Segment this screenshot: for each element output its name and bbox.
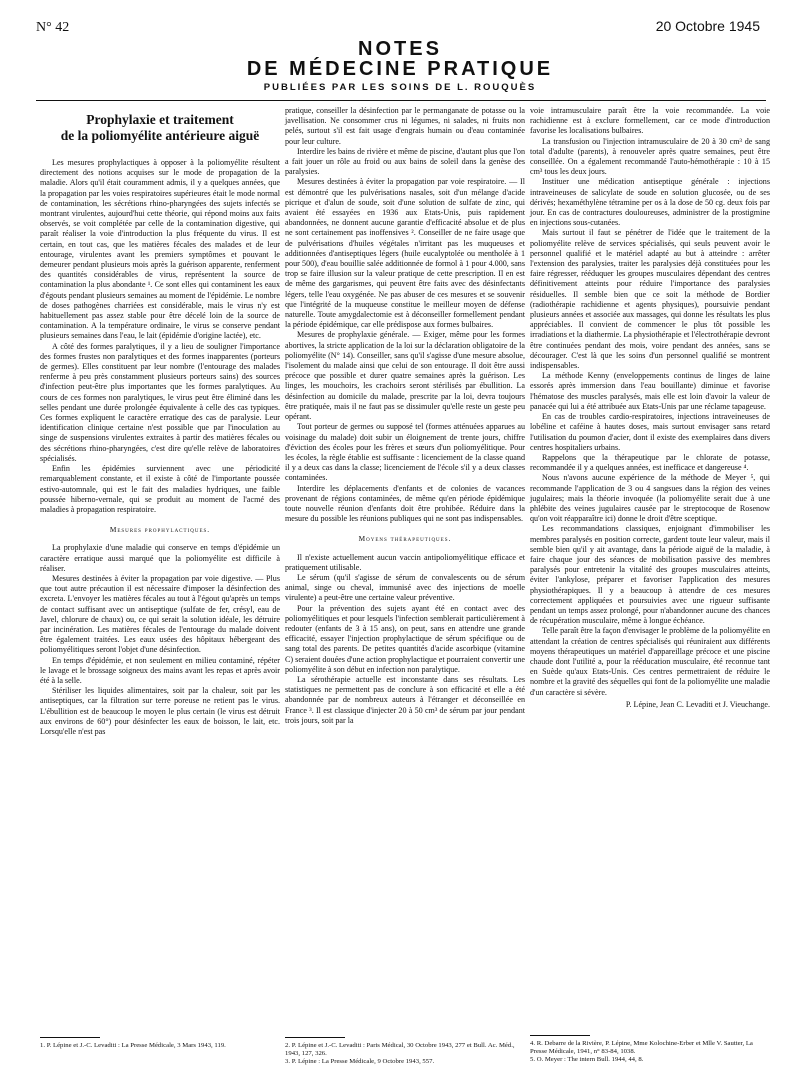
footnote: 2. P. Lépine et J.-C. Levaditi : Paris Médical, 30 Octobre 1943, 277 et Bull. Ac. Méd., 1943, 127, 326. (285, 1042, 515, 1057)
paragraph: La sérothérapie actuelle est inconstante dans ses résultats. Les statistiques ne permettent pas de conclure à son efficacité et elle a été abandonnée par de nombreux auteurs à l'étranger et déconseillée en France ³. Il est classique d'injecter 20 à 50 cm³ de sérum par jour pendant trois jours, soit par la (285, 674, 525, 725)
paragraph: Rappelons que la thérapeutique par le chlorate de potasse, recommandée il y a quelques années, est inefficace et dangereuse ⁴. (530, 452, 770, 473)
header-rule (36, 100, 766, 101)
paragraph: En temps d'épidémie, et non seulement en milieu contaminé, répéter le lavage et le brossage soigneux des mains avant les repas et après avoir été à la selle. (40, 655, 280, 685)
issue-date: 20 Octobre 1945 (655, 18, 760, 34)
author-signature: P. Lépine, Jean C. Levaditi et J. Vieuchange. (625, 699, 770, 709)
paragraph: La transfusion ou l'injection intramusculaire de 20 à 30 cm³ de sang total d'adulte (parents), à renouveler après quatre semaines, peut être conseillée. On a également recommandé l'auto-hémothérapie : 10 à 15 cm³ tous les deux jours. (530, 136, 770, 177)
paragraph: La méthode Kenny (enveloppements continus de linges de laine essorés après immersion dans l'eau bouillante) diminue et favorise l'hématose des muscles paralysés, mais elle est loin d'avoir la valeur de panacée qui lui a été attribuée aux Etats-Unis par une réclame tapageuse. (530, 371, 770, 411)
footnote-group (285, 1042, 520, 1066)
paragraph: Mesures destinées à éviter la propagation par voie digestive. — Plus que tout autre précaution il est nécessaire d'imposer la désinfection des excreta. L'envoyer les matières fécales au tout à l'égout qu'après un temps de contact suffisant avec un antiseptique (sulfate de fer, crésyl, eau de Javel, chlorure de chaux) ou, ce qui serait la solution idéale, les détruire par incinération. Les matières fécales de l'entourage du malade doivent être également traitées. Les eaux usées des hôpitaux hébergeant des poliomyélitiques seront l'objet d'une désinfection. (40, 573, 280, 655)
section-heading: Mesures prophylactiques. (109, 525, 211, 535)
paragraph: Nous n'avons aucune expérience de la méthode de Meyer ⁵, qui recommande l'application de 3 ou 4 sangsues dans la région des veines jugulaires; mais la théorie invoquée (la poliomyélite serait due à une phlébite des veines jugulaires causée par le streptocoque de Rosenow qu'on voit réapparaître ici) donne le droit d'être sceptique. (530, 473, 770, 524)
column-2 (285, 106, 525, 726)
footnote: 5. O. Meyer : The intern Bull. 1944, 44, 8. (530, 1056, 644, 1063)
paragraph: voie intramusculaire paraît être la voie recommandée. La voie rachidienne est à exclure formellement, car ce mode d'introduction favorise les localisations bulbaires. (530, 106, 770, 136)
journal-title-line2: DE MÉDECINE PRATIQUE (246, 58, 554, 80)
footnote: 4. R. Debarre de la Rivière, P. Lépine, Mme Kolochine-Erber et Mlle V. Sautter, La Presse Médicale, 1941, n° 83-84, 1038. (530, 1040, 753, 1055)
paragraph: Mais surtout il faut se pénétrer de l'idée que le traitement de la poliomyélite relève de services spécialisés, qui seuls peuvent avoir le personnel qualifié et le matériel adapté au but à atteindre : arrêter l'extension des paralysies, traiter les paralysies déjà constituées pour les faire régresser, rééduquer les groupes musculaires dépendant des centres définitivement atteints pour réduire l'importance des paralysies résiduelles. Il semble bien que ce soit la méthode de Bordier (radiothérapie rachidienne et agents physiques), poursuivie pendant plusieurs années et associée aux massages, qui donne les résultats les plus appréciables. Il convient de commencer le plus tôt possible les irradiations et la diathermie. La physiothérapie et l'électrothérapie devront être continuées pendant des mois, voire pendant des années, sans se décourager. C'est là que les soins d'un personnel qualifié se montrent indispensables. (530, 228, 770, 371)
footnote-rule (285, 1037, 345, 1038)
paragraph: En cas de troubles cardio-respiratoires, injections intraveineuses de lobéline et caféine à hautes doses, mais surtout envisager sans retard l'utilisation du poumon d'acier, dont il existe des exemplaires dans divers centres hospitaliers urbains. (530, 412, 770, 452)
journal-title-line1: NOTES (358, 38, 442, 60)
paragraph: Les mesures prophylactiques à opposer à la poliomyélite résultent directement des notions acquises sur le mode de propagation de la maladie. Alors qu'il était couramment admis, il y a quelques années, que la propagation par les voies respiratoires supérieures était le mode normal de contamination, les sécrétions rhino-pharyngées des sujets infectés se montrant virulentes, aujourd'hui cette théorie, qui répond moins aux faits observés, se voit complétée par celle de la contamination digestive, qui paraît réaliser la voie d'introduction la plus fréquente du virus. Il est certain, en tout cas, que les matières fécales des malades et de leur entourage, virulentes avant les premiers symptômes et pouvant le demeurer pendant plusieurs mois après la guérison apparente, renferment des quantités considérables de virus, représentent la source de contamination la plus abondante ¹. Ce sont elles qui contaminent les eaux d'égouts pendant plusieurs semaines au moment de l'épidémie. Le nombre de doses pathogènes charriées est considérable, mais le virus n'y est habituellement pas assez stable pour être décelé loin de la source de contamination. A la température ordinaire, le virus se conserve pendant plusieurs semaines dans l'eau, le lait (épidémie d'origine lactée), etc. (40, 158, 280, 341)
paragraph: Il n'existe actuellement aucun vaccin antipoliomyélitique efficace et pratiquement utilisable. (285, 552, 525, 572)
paragraph: Instituer une médication antiseptique générale : injections intraveineuses de salicylate de soude en solution glucosée, ou de ses dérivés; hexaméthylène tétramine per os à la dose de 50 cg. deux fois par jour. En cas de contractures douloureuses, administrer de la prostigmine en injections sous-cutanées. (530, 177, 770, 228)
paragraph: A côté des formes paralytiques, il y a lieu de souligner l'importance des formes frustes non paralytiques et des formes inapparentes (porteurs de germes). Elles constituent par leur nombre (l'entourage des malades renferme à peu près constamment plusieurs porteurs sains) des sources d'infection peut-être plus importantes que les formes paralytiques. Au cours de ces formes non paralytiques, le virus peut être éliminé dans les selles pendant une durée prolongée équivalente à celle des cas typiques. Ces formes expliquent le caractère erratique des cas de paralysie. Leur identification clinique certaine n'est possible que par l'inoculation au singe de suspensions virulentes extraites à partir des matières fécales ou des sécrétions rhino-pharyngées, c'est dire qu'elle relève de laboratoires spécialisés. (40, 341, 280, 463)
paragraph: Pour la prévention des sujets ayant été en contact avec des poliomyélitiques et pour lesquels l'infection semblerait particulièrement à redouter (enfants de 3 à 15 ans), on peut, sans en attendre une grande efficacité, essayer l'injection prophylactique de sérum spécifique ou de sang total des parents. De petites quantités d'acide ascorbique (vitamine C) seraient douées d'une action prophylactique et pourraient convertir une poliomyélite à son début en infection non paralytique. (285, 603, 525, 674)
paragraph: La prophylaxie d'une maladie qui conserve en temps d'épidémie un caractère erratique aussi marqué que la poliomyélite est difficile à réaliser. (40, 543, 280, 573)
section-heading: Moyens thérapeutiques. (358, 534, 452, 544)
footnote-rule (530, 1035, 590, 1036)
paragraph: Tout porteur de germes ou supposé tel (formes atténuées apparues au voisinage du malade) doit subir un éloignement de trente jours, chiffre d'éviction des écoles pour les frères et sœurs d'un poliomyélitique. Pour les écoles, la règle établie est suffisante : licenciement de la classe quand il y a deux cas dans la classe; licenciement de l'école s'il y a deux classes contaminées. (285, 422, 525, 483)
footnote-rule (40, 1037, 100, 1038)
footnote: 3. P. Lépine : La Presse Médicale, 9 Octobre 1943, 557. (285, 1058, 435, 1065)
column-3 (530, 106, 770, 710)
paragraph: Telle paraît être la façon d'envisager le problème de la poliomyélite en attendant la création de centres spécialisés qui réuniraient aux différents moyens thérapeutiques un matériel d'appareillage précoce et une piscine chaude dont l'utilité a, pour la rééducation musculaire, été reconnue tant en Suède qu'aux Etats-Unis. Ces centres permettraient de réduire le nombre et la gravité des séquelles qui font de la poliomyélite une maladie d'un caractère si sévère. (530, 626, 770, 697)
issue-number: N° 42 (36, 20, 70, 35)
footnote: 1. P. Lépine et J.-C. Levaditi : La Presse Médicale, 3 Mars 1943, 119. (40, 1042, 226, 1049)
paragraph: Mesures destinées à éviter la propagation par voie respiratoire. — Il est démontré que les pulvérisations nasales, soit d'un mélange d'acide picrique et d'alun de soude, soit d'une solution de sulfate de zinc, qui avaient été essayées en 1936 aux Etats-Unis, puis rapidement abandonnées, ne donnent aucune garantie d'efficacité absolue et de plus ne sont certainement pas inoffensives ². Conseiller de ne faire usage que de pulvérisations d'huiles végétales n'irritant pas les muqueuses et additionnées d'antiseptiques légers (huile eucalyptolée ou mentholée à 1 pour 500), d'eau bouillie salée additionnée de formol à 1 pour 4.000, sans trop se faire illusion sur la valeur pratique de cette prescription. Il en est de même des gargarismes, qui peuvent être faits avec des désinfectants légers, telle l'eau oxygénée. Ne pas abuser de ces mesures et se souvenir que l'intégrité de la muqueuse constitue le meilleur moyen de défense naturelle. Toute amygdalectomie est à déconseiller formellement pendant la période épidémique, car elle prédispose aux formes bulbaires. (285, 177, 525, 330)
paragraph: Interdire les déplacements d'enfants et de colonies de vacances provenant de régions contaminées, de même qu'en période épidémique toute nouvelle réunion d'enfants doit être prohibée. Réduire dans la mesure du possible les réunions publiques qui ne sont pas indispensables. (285, 483, 525, 524)
paragraph: Le sérum (qu'il s'agisse de sérum de convalescents ou de sérum animal, singe ou cheval, immunisé avec des injections de moelle virulente) a peut-être une certaine valeur préventive. (285, 572, 525, 603)
article-title-line1: Prophylaxie et traitement (86, 112, 234, 127)
paragraph: Les recommandations classiques, enjoignant d'immobiliser les membres paralysés en position correcte, gardent toute leur valeur, mais il semble bien qu'il y ait avantage, dans la période aiguë de la maladie, à faire chaque jour des séances de mobilisation passive des membres paralysés pour entretenir la vitalité des groupes musculaires atteints, éviter l'ankylose, préparer et favoriser l'application des mesures physiothérapiques. Il y a beaucoup à attendre de ces mesures correctement appliquées et poursuivies avec une rigueur suffisante pendant un temps assez prolongé, pour n'abandonner aucune des chances de récupération musculaire, même à longue échéance. (530, 524, 770, 626)
paragraph: Stériliser les liquides alimentaires, soit par la chaleur, soit par les antiseptiques, car la filtration sur terre poreuse ne retient pas le virus. L'ébullition est de beaucoup le moyen le plus certain (le virus est détruit aux environs de 60°) pour désinfecter les eaux de boisson, le lait, etc. Lorsqu'elle n'est pas (40, 686, 280, 736)
journal-editor-line: PUBLIÉES PAR LES SOINS DE L. ROUQUÈS (263, 82, 537, 93)
column-1 (40, 112, 280, 737)
paragraph: pratique, conseiller la désinfection par le permanganate de potasse ou la javellisation. Ne consommer crus ni légumes, ni salades, ni fruits non pelés, surtout s'il est fait usage d'engrais humain ou d'eau contaminée pour leur culture. (285, 106, 525, 146)
paragraph: Interdire les bains de rivière et même de piscine, d'autant plus que l'on a fait jouer un rôle au froid ou aux bains de soleil dans la genèse des paralysies. (285, 146, 525, 177)
paragraph: Mesures de prophylaxie générale. — Exiger, même pour les formes abortives, la stricte application de la loi sur la déclaration obligatoire de la poliomyélite (N° 14). Conseiller, sans qu'il s'agisse d'une mesure absolue, l'isolement du malade ainsi que celui de son entourage. Il doit être aussi précoce que possible et durer quatre semaines après la guérison. Les linges, les mouchoirs, les crachoirs seront stérilisés par ébullition. La désinfection au domicile du malade, prescrite par la loi, devra toujours être pratiquée, mais il ne faut pas se dissimuler qu'elle reste un geste peu opérant. (285, 330, 525, 422)
article-title (40, 112, 280, 144)
footnote-group (530, 1040, 765, 1064)
article-title-line2: de la poliomyélite antérieure aiguë (60, 128, 260, 143)
paragraph: Enfin les épidémies surviennent avec une périodicité remarquablement constante, et il existe à côté de l'importante poussée estivo-automnale, qui est le fait des maladies hydriques, une faible poussée hiberno-vernale, qui se produit au moment de l'acmé des maladies à propagation respiratoire. (40, 464, 280, 514)
